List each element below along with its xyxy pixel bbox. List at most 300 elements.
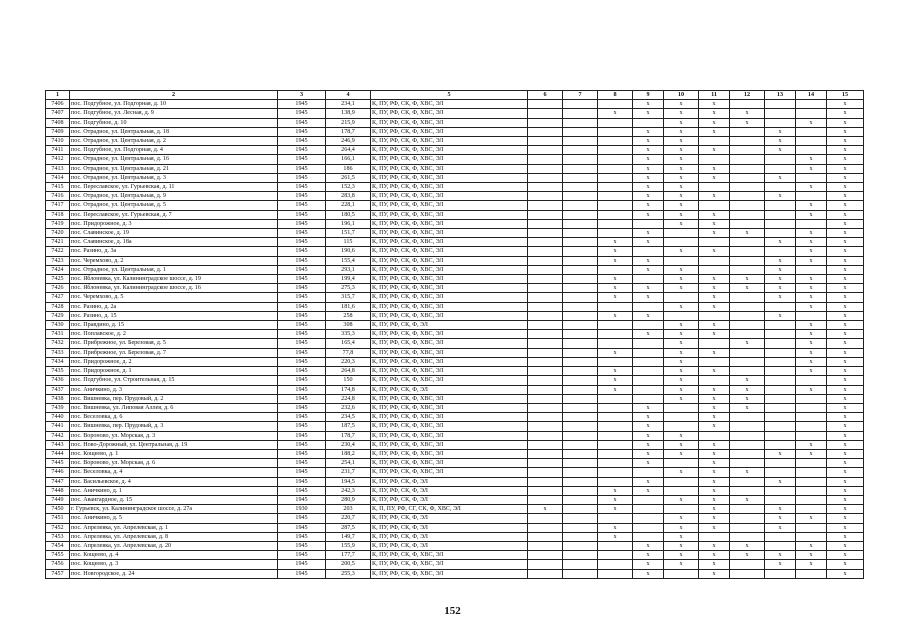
row-mark-cell: x xyxy=(664,183,699,192)
row-mark-cell: x xyxy=(598,238,633,247)
row-mark-cell: x xyxy=(633,413,664,422)
row-number: 7445 xyxy=(46,459,70,468)
row-mark-cell: x xyxy=(664,210,699,219)
row-mark-cell xyxy=(563,569,598,578)
row-mark-cell: x xyxy=(633,265,664,274)
row-mark-cell: x xyxy=(827,459,864,468)
row-year: 1945 xyxy=(278,321,326,330)
row-mark-cell xyxy=(765,183,796,192)
row-mark-cell: x xyxy=(796,560,827,569)
row-mark-cell: x xyxy=(730,394,765,403)
row-address: пос. Яблоневка, ул. Калининградское шоссе, д. 16 xyxy=(70,284,278,293)
row-area: 293,1 xyxy=(326,265,371,274)
row-mark-cell xyxy=(730,100,765,109)
row-address: пос. Апрелевка, ул. Апрелевская, д. 8 xyxy=(70,532,278,541)
row-mark-cell: x xyxy=(633,164,664,173)
row-mark-cell: x xyxy=(664,192,699,201)
row-mark-cell: x xyxy=(664,219,699,228)
row-year: 1945 xyxy=(278,293,326,302)
row-mark-cell xyxy=(796,532,827,541)
table-row xyxy=(46,339,864,348)
row-work-types: К, П, ПУ, РФ, СГ, СК, Ф, ХВС, ЭЛ xyxy=(371,505,528,514)
row-mark-cell: x xyxy=(598,275,633,284)
row-work-types: К, ПУ, РФ, СК, Ф, ХВС, ЭЛ xyxy=(371,468,528,477)
row-mark-cell: x xyxy=(633,403,664,412)
row-mark-cell: x xyxy=(633,192,664,201)
row-mark-cell xyxy=(563,367,598,376)
row-mark-cell: x xyxy=(664,541,699,550)
row-number: 7410 xyxy=(46,137,70,146)
row-mark-cell: x xyxy=(664,440,699,449)
row-year: 1945 xyxy=(278,394,326,403)
row-work-types: К, ПУ, РФ, СК, Ф, ХВС, ЭЛ xyxy=(371,127,528,136)
row-mark-cell xyxy=(699,376,730,385)
row-area: 181,6 xyxy=(326,302,371,311)
row-mark-cell: x xyxy=(796,164,827,173)
row-number: 7415 xyxy=(46,183,70,192)
row-mark-cell: x xyxy=(827,431,864,440)
row-mark-cell: x xyxy=(598,532,633,541)
row-number: 7437 xyxy=(46,385,70,394)
row-mark-cell xyxy=(563,357,598,366)
row-mark-cell xyxy=(730,348,765,357)
table-row xyxy=(46,247,864,256)
row-work-types: К, ПУ, РФ, СК, Ф, ХВС, ЭЛ xyxy=(371,284,528,293)
row-mark-cell xyxy=(796,311,827,320)
row-number: 7419 xyxy=(46,219,70,228)
row-mark-cell: x xyxy=(664,118,699,127)
row-mark-cell xyxy=(528,173,563,182)
row-work-types: К, ПУ, РФ, СК, Ф, ХВС, ЭЛ xyxy=(371,100,528,109)
row-year: 1945 xyxy=(278,127,326,136)
row-area: 231,7 xyxy=(326,468,371,477)
row-area: 255,3 xyxy=(326,569,371,578)
row-area: 275,3 xyxy=(326,284,371,293)
row-mark-cell: x xyxy=(633,330,664,339)
row-mark-cell: x xyxy=(633,422,664,431)
row-mark-cell: x xyxy=(598,486,633,495)
row-address: пос. Отрадное, ул. Центральная, д. 21 xyxy=(70,164,278,173)
col-header: 13 xyxy=(765,91,796,100)
row-mark-cell: x xyxy=(664,330,699,339)
row-mark-cell xyxy=(563,330,598,339)
row-mark-cell xyxy=(563,293,598,302)
row-mark-cell xyxy=(765,357,796,366)
row-mark-cell xyxy=(598,265,633,274)
row-number: 7426 xyxy=(46,284,70,293)
row-mark-cell xyxy=(633,219,664,228)
row-mark-cell xyxy=(598,449,633,458)
row-number: 7425 xyxy=(46,275,70,284)
row-area: 199,4 xyxy=(326,275,371,284)
row-mark-cell: x xyxy=(730,551,765,560)
row-mark-cell xyxy=(563,403,598,412)
row-mark-cell xyxy=(598,173,633,182)
row-year: 1945 xyxy=(278,192,326,201)
row-year: 1945 xyxy=(278,422,326,431)
row-mark-cell xyxy=(765,403,796,412)
row-mark-cell xyxy=(633,468,664,477)
row-year: 1945 xyxy=(278,238,326,247)
row-mark-cell xyxy=(598,100,633,109)
row-mark-cell xyxy=(765,201,796,210)
row-mark-cell xyxy=(528,339,563,348)
row-mark-cell xyxy=(730,183,765,192)
row-mark-cell xyxy=(796,109,827,118)
table-row xyxy=(46,311,864,320)
row-mark-cell xyxy=(664,569,699,578)
table-row xyxy=(46,173,864,182)
row-mark-cell xyxy=(730,431,765,440)
row-mark-cell: x xyxy=(827,403,864,412)
row-mark-cell xyxy=(563,459,598,468)
row-mark-cell: x xyxy=(598,505,633,514)
row-area: 177,7 xyxy=(326,551,371,560)
row-mark-cell: x xyxy=(827,468,864,477)
row-work-types: К, ПУ, РФ, СК, Ф, ХВС, ЭЛ xyxy=(371,238,528,247)
col-header: 15 xyxy=(827,91,864,100)
row-mark-cell xyxy=(563,210,598,219)
col-header: 11 xyxy=(699,91,730,100)
row-mark-cell: x xyxy=(796,449,827,458)
table-row xyxy=(46,229,864,238)
row-address: пос. Аничкино, д. 5 xyxy=(70,514,278,523)
row-mark-cell: x xyxy=(664,560,699,569)
table-row xyxy=(46,422,864,431)
row-address: пос. Придорожное, д. 2 xyxy=(70,357,278,366)
row-year: 1945 xyxy=(278,339,326,348)
row-mark-cell: x xyxy=(730,403,765,412)
row-mark-cell: x xyxy=(827,284,864,293)
row-mark-cell: x xyxy=(699,514,730,523)
row-year: 1945 xyxy=(278,302,326,311)
row-address: г. Гурьевск, ул. Калининградское шоссе, д. 27а xyxy=(70,505,278,514)
row-address: пос. Отрадное, ул. Центральная, д. 1 xyxy=(70,265,278,274)
row-number: 7408 xyxy=(46,118,70,127)
row-area: 308 xyxy=(326,321,371,330)
row-mark-cell: x xyxy=(699,459,730,468)
row-mark-cell xyxy=(796,219,827,228)
row-mark-cell: x xyxy=(827,505,864,514)
row-mark-cell xyxy=(598,192,633,201)
row-mark-cell xyxy=(730,201,765,210)
row-mark-cell xyxy=(796,569,827,578)
row-mark-cell: x xyxy=(598,348,633,357)
row-mark-cell: x xyxy=(827,127,864,136)
row-work-types: К, ПУ, РФ, СК, Ф, ХВС, ЭЛ xyxy=(371,413,528,422)
row-mark-cell xyxy=(730,514,765,523)
row-mark-cell xyxy=(563,275,598,284)
row-work-types: К, ПУ, РФ, СК, Ф, ХВС, ЭЛ xyxy=(371,431,528,440)
row-mark-cell xyxy=(563,449,598,458)
row-mark-cell xyxy=(633,302,664,311)
table-row xyxy=(46,155,864,164)
row-mark-cell xyxy=(633,275,664,284)
row-year: 1945 xyxy=(278,109,326,118)
row-mark-cell: x xyxy=(699,385,730,394)
row-number: 7452 xyxy=(46,523,70,532)
row-year: 1945 xyxy=(278,468,326,477)
row-address: пос. Подгубное, ул. Строительная, д. 15 xyxy=(70,376,278,385)
row-year: 1945 xyxy=(278,256,326,265)
row-year: 1945 xyxy=(278,495,326,504)
row-mark-cell xyxy=(765,321,796,330)
row-address: пос. Апрелевка, ул. Апрелевская, д. 1 xyxy=(70,523,278,532)
row-mark-cell: x xyxy=(827,192,864,201)
row-mark-cell xyxy=(765,376,796,385)
row-number: 7416 xyxy=(46,192,70,201)
row-mark-cell xyxy=(699,532,730,541)
row-address: пос. Славинское, д. 19 xyxy=(70,229,278,238)
row-mark-cell: x xyxy=(796,284,827,293)
row-address: пос. Авангардное, д. 15 xyxy=(70,495,278,504)
row-mark-cell xyxy=(765,339,796,348)
row-mark-cell: x xyxy=(827,210,864,219)
row-number: 7431 xyxy=(46,330,70,339)
row-mark-cell: x xyxy=(699,247,730,256)
row-mark-cell xyxy=(699,201,730,210)
row-mark-cell xyxy=(598,155,633,164)
row-mark-cell: x xyxy=(699,495,730,504)
row-mark-cell xyxy=(563,551,598,560)
row-mark-cell: x xyxy=(633,210,664,219)
table-row xyxy=(46,523,864,532)
row-mark-cell xyxy=(563,155,598,164)
row-work-types: К, ПУ, РФ, СК, Ф, ХВС, ЭЛ xyxy=(371,265,528,274)
row-mark-cell: x xyxy=(827,173,864,182)
row-mark-cell xyxy=(765,422,796,431)
row-mark-cell xyxy=(563,265,598,274)
row-mark-cell xyxy=(528,247,563,256)
row-number: 7421 xyxy=(46,238,70,247)
row-mark-cell xyxy=(765,302,796,311)
row-mark-cell xyxy=(598,219,633,228)
row-mark-cell xyxy=(563,164,598,173)
row-work-types: К, ПУ, РФ, СК, Ф, ХВС, ЭЛ xyxy=(371,192,528,201)
row-work-types: К, ПУ, РФ, СК, Ф, ХВС, ЭЛ xyxy=(371,357,528,366)
row-mark-cell xyxy=(664,311,699,320)
row-area: 230,4 xyxy=(326,440,371,449)
row-year: 1945 xyxy=(278,275,326,284)
row-mark-cell: x xyxy=(699,367,730,376)
row-mark-cell: x xyxy=(827,155,864,164)
row-area: 264,8 xyxy=(326,367,371,376)
row-mark-cell xyxy=(730,265,765,274)
row-mark-cell xyxy=(730,238,765,247)
row-mark-cell xyxy=(598,137,633,146)
row-mark-cell xyxy=(563,541,598,550)
row-mark-cell: x xyxy=(664,551,699,560)
row-mark-cell: x xyxy=(796,238,827,247)
row-mark-cell xyxy=(563,247,598,256)
row-mark-cell xyxy=(730,449,765,458)
row-mark-cell xyxy=(730,137,765,146)
row-mark-cell xyxy=(528,275,563,284)
row-work-types: К, ПУ, РФ, СК, Ф, ХВС, ЭЛ xyxy=(371,201,528,210)
row-mark-cell xyxy=(699,265,730,274)
row-mark-cell xyxy=(796,376,827,385)
row-mark-cell: x xyxy=(598,284,633,293)
row-mark-cell xyxy=(563,238,598,247)
row-mark-cell: x xyxy=(664,495,699,504)
col-header: 7 xyxy=(563,91,598,100)
row-mark-cell xyxy=(598,569,633,578)
row-mark-cell xyxy=(730,523,765,532)
row-area: 203 xyxy=(326,505,371,514)
row-number: 7438 xyxy=(46,394,70,403)
row-mark-cell xyxy=(563,109,598,118)
row-mark-cell: x xyxy=(827,422,864,431)
row-mark-cell: x xyxy=(664,201,699,210)
row-mark-cell xyxy=(765,247,796,256)
row-mark-cell: x xyxy=(699,146,730,155)
row-year: 1945 xyxy=(278,146,326,155)
row-number: 7420 xyxy=(46,229,70,238)
row-work-types: К, ПУ, РФ, СК, Ф, ЭЛ xyxy=(371,321,528,330)
row-mark-cell: x xyxy=(633,440,664,449)
row-mark-cell xyxy=(699,311,730,320)
row-mark-cell: x xyxy=(633,551,664,560)
row-mark-cell: x xyxy=(765,238,796,247)
row-mark-cell xyxy=(598,541,633,550)
row-mark-cell xyxy=(528,238,563,247)
row-mark-cell xyxy=(528,477,563,486)
row-mark-cell xyxy=(730,256,765,265)
row-mark-cell: x xyxy=(664,173,699,182)
row-area: 149,7 xyxy=(326,532,371,541)
row-mark-cell: x xyxy=(633,569,664,578)
row-mark-cell xyxy=(664,505,699,514)
row-area: 115 xyxy=(326,238,371,247)
row-mark-cell xyxy=(765,431,796,440)
row-mark-cell xyxy=(563,505,598,514)
row-mark-cell xyxy=(730,311,765,320)
row-work-types: К, ПУ, РФ, СК, Ф, ЭЛ xyxy=(371,385,528,394)
row-work-types: К, ПУ, РФ, СК, Ф, ЭЛ xyxy=(371,514,528,523)
row-year: 1945 xyxy=(278,514,326,523)
row-mark-cell: x xyxy=(827,551,864,560)
row-mark-cell: x xyxy=(827,256,864,265)
row-mark-cell: x xyxy=(796,339,827,348)
row-mark-cell: x xyxy=(730,118,765,127)
row-mark-cell xyxy=(633,357,664,366)
row-mark-cell xyxy=(730,155,765,164)
row-area: 224,8 xyxy=(326,394,371,403)
table-row xyxy=(46,348,864,357)
row-mark-cell: x xyxy=(765,137,796,146)
row-year: 1945 xyxy=(278,118,326,127)
row-area: 246,9 xyxy=(326,137,371,146)
row-year: 1945 xyxy=(278,100,326,109)
row-mark-cell: x xyxy=(664,431,699,440)
row-mark-cell: x xyxy=(633,449,664,458)
row-mark-cell: x xyxy=(598,523,633,532)
row-address: пос. Отрадное, ул. Центральная, д. 9 xyxy=(70,192,278,201)
table-row xyxy=(46,486,864,495)
row-year: 1945 xyxy=(278,477,326,486)
row-number: 7412 xyxy=(46,155,70,164)
row-mark-cell: x xyxy=(765,514,796,523)
row-work-types: К, ПУ, РФ, СК, Ф, ЭЛ xyxy=(371,532,528,541)
row-mark-cell xyxy=(664,229,699,238)
row-mark-cell: x xyxy=(765,146,796,155)
row-mark-cell xyxy=(633,523,664,532)
table-row xyxy=(46,265,864,274)
table-row xyxy=(46,477,864,486)
row-mark-cell xyxy=(796,192,827,201)
row-address: пос. Кощеево, д. 1 xyxy=(70,449,278,458)
row-mark-cell xyxy=(563,146,598,155)
row-address: пос. Черемхово, д. 5 xyxy=(70,293,278,302)
row-area: 220,3 xyxy=(326,357,371,366)
row-mark-cell xyxy=(563,560,598,569)
row-mark-cell: x xyxy=(827,146,864,155)
row-mark-cell xyxy=(563,192,598,201)
row-number: 7414 xyxy=(46,173,70,182)
row-mark-cell xyxy=(765,468,796,477)
row-mark-cell xyxy=(563,311,598,320)
row-area: 190,6 xyxy=(326,247,371,256)
row-mark-cell xyxy=(765,348,796,357)
row-number: 7439 xyxy=(46,403,70,412)
row-mark-cell: x xyxy=(699,403,730,412)
row-mark-cell xyxy=(563,348,598,357)
row-area: 77,8 xyxy=(326,348,371,357)
row-mark-cell xyxy=(528,431,563,440)
row-address: пос. Отрадное, ул. Центральная, д. 3 xyxy=(70,173,278,182)
row-mark-cell: x xyxy=(827,376,864,385)
row-address: пос. Аничкино, д. 1 xyxy=(70,486,278,495)
row-mark-cell: x xyxy=(796,551,827,560)
row-mark-cell: x xyxy=(664,514,699,523)
row-work-types: К, ПУ, РФ, СК, Ф, ХВС, ЭЛ xyxy=(371,422,528,431)
row-mark-cell: x xyxy=(664,367,699,376)
row-mark-cell xyxy=(699,155,730,164)
row-mark-cell xyxy=(796,523,827,532)
row-mark-cell xyxy=(563,468,598,477)
row-year: 1945 xyxy=(278,210,326,219)
table-row xyxy=(46,275,864,284)
row-mark-cell: x xyxy=(796,385,827,394)
row-mark-cell xyxy=(633,514,664,523)
row-number: 7428 xyxy=(46,302,70,311)
row-mark-cell xyxy=(598,422,633,431)
row-mark-cell xyxy=(563,183,598,192)
row-year: 1945 xyxy=(278,348,326,357)
row-mark-cell: x xyxy=(664,155,699,164)
row-mark-cell: x xyxy=(699,422,730,431)
row-mark-cell xyxy=(528,385,563,394)
row-mark-cell xyxy=(633,339,664,348)
row-mark-cell xyxy=(563,514,598,523)
row-area: 228,1 xyxy=(326,201,371,210)
register-sheet xyxy=(45,90,853,579)
row-address: пос. Разино, д. 3а xyxy=(70,247,278,256)
row-mark-cell xyxy=(598,394,633,403)
table-row xyxy=(46,431,864,440)
row-mark-cell: x xyxy=(765,265,796,274)
row-work-types: К, ПУ, РФ, СК, Ф, ХВС, ЭЛ xyxy=(371,293,528,302)
row-address: пос. Апрелевка, ул. Апрелевская, д. 20 xyxy=(70,541,278,550)
row-number: 7453 xyxy=(46,532,70,541)
row-mark-cell xyxy=(528,118,563,127)
row-area: 280,9 xyxy=(326,495,371,504)
row-mark-cell: x xyxy=(664,339,699,348)
row-address: пос. Подгубное, д. 10 xyxy=(70,118,278,127)
row-mark-cell: x xyxy=(827,486,864,495)
row-mark-cell xyxy=(796,495,827,504)
row-mark-cell xyxy=(664,293,699,302)
